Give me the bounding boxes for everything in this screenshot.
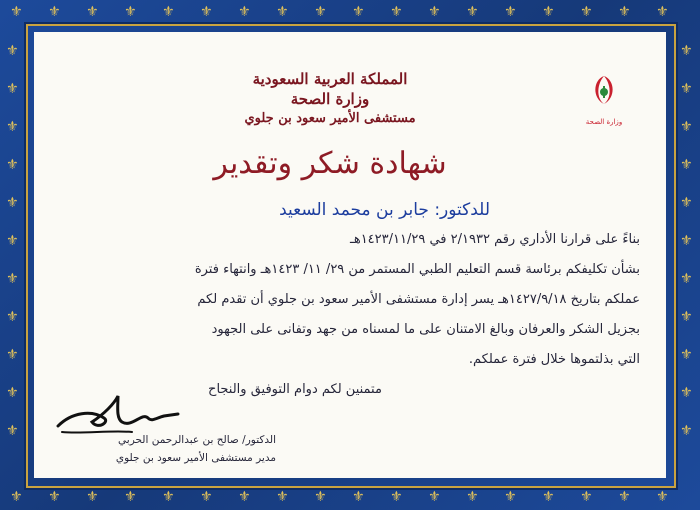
fleur-ornament-icon: ⚜ bbox=[314, 489, 327, 505]
fleur-ornament-icon: ⚜ bbox=[200, 489, 213, 505]
fleur-ornament-icon: ⚜ bbox=[48, 489, 61, 505]
fleur-ornament-icon: ⚜ bbox=[680, 423, 693, 439]
body-line-1: بناءً على قرارنا الأداري رقم ٢/١٩٣٢ في ١٤٢٣/١١/٢٩هـ bbox=[350, 232, 640, 247]
fleur-ornament-icon: ⚜ bbox=[580, 4, 593, 20]
ministry-logo bbox=[584, 70, 624, 140]
fleur-ornament-icon: ⚜ bbox=[542, 489, 555, 505]
fleur-ornament-icon: ⚜ bbox=[428, 489, 441, 505]
fleur-ornament-icon: ⚜ bbox=[48, 4, 61, 20]
fleur-ornament-icon: ⚜ bbox=[6, 119, 19, 135]
signatory-title: مدير مستشفى الأمير سعود بن جلوي bbox=[115, 452, 276, 464]
fleur-ornament-icon: ⚜ bbox=[680, 43, 693, 59]
body-line-5: التي بذلتموها خلال فترة عملكم. bbox=[468, 352, 640, 367]
fleur-ornament-icon: ⚜ bbox=[680, 233, 693, 249]
fleur-ornament-icon: ⚜ bbox=[504, 489, 517, 505]
fleur-ornament-icon: ⚜ bbox=[276, 4, 289, 20]
fleur-ornament-icon: ⚜ bbox=[6, 195, 19, 211]
fleur-ornament-icon: ⚜ bbox=[6, 423, 19, 439]
header-ministry: وزارة الصحة bbox=[290, 90, 370, 108]
fleur-ornament-icon: ⚜ bbox=[680, 347, 693, 363]
fleur-ornament-icon: ⚜ bbox=[656, 4, 669, 20]
fleur-ornament-icon: ⚜ bbox=[162, 4, 175, 20]
fleur-ornament-icon: ⚜ bbox=[6, 347, 19, 363]
fleur-ornament-icon: ⚜ bbox=[656, 489, 669, 505]
fleur-ornament-icon: ⚜ bbox=[680, 385, 693, 401]
fleur-ornament-icon: ⚜ bbox=[352, 489, 365, 505]
fleur-ornament-icon: ⚜ bbox=[390, 489, 403, 505]
fleur-ornament-icon: ⚜ bbox=[6, 271, 19, 287]
fleur-ornament-icon: ⚜ bbox=[352, 4, 365, 20]
fleur-ornament-icon: ⚜ bbox=[680, 195, 693, 211]
fleur-ornament-icon: ⚜ bbox=[86, 489, 99, 505]
fleur-ornament-icon: ⚜ bbox=[6, 43, 19, 59]
certificate-title: شهادة شكر وتقدير bbox=[213, 146, 447, 181]
fleur-ornament-icon: ⚜ bbox=[466, 4, 479, 20]
body-line-4: بجزيل الشكر والعرفان وبالغ الامتنان على ما لمسناه من جهد وتفانى على الجهود bbox=[211, 322, 640, 337]
fleur-ornament-icon: ⚜ bbox=[580, 489, 593, 505]
signature-mark bbox=[52, 392, 182, 440]
fleur-ornament-icon: ⚜ bbox=[124, 4, 137, 20]
body-line-3: عملكم بتاريخ ١٤٢٧/٩/١٨هـ يسر إدارة مستشفى الأمير سعود بن جلوي أن تقدم لكم bbox=[197, 292, 640, 307]
fleur-ornament-icon: ⚜ bbox=[6, 385, 19, 401]
fleur-ornament-icon: ⚜ bbox=[504, 4, 517, 20]
fleur-ornament-icon: ⚜ bbox=[10, 489, 23, 505]
fleur-ornament-icon: ⚜ bbox=[428, 4, 441, 20]
fleur-ornament-icon: ⚜ bbox=[314, 4, 327, 20]
header-hospital: مستشفى الأمير سعود بن جلوي bbox=[244, 111, 416, 126]
fleur-ornament-icon: ⚜ bbox=[200, 4, 213, 20]
fleur-ornament-icon: ⚜ bbox=[124, 489, 137, 505]
ministry-of-health-logo-icon bbox=[584, 70, 624, 116]
fleur-ornament-icon: ⚜ bbox=[466, 489, 479, 505]
fleur-ornament-icon: ⚜ bbox=[680, 157, 693, 173]
fleur-ornament-icon: ⚜ bbox=[680, 81, 693, 97]
fleur-ornament-icon: ⚜ bbox=[6, 309, 19, 325]
recipient-name: للدكتور: جابر بن محمد السعيد bbox=[279, 200, 490, 220]
signatory-name: الدكتور/ صالح بن عبدالرحمن الحربي bbox=[118, 434, 276, 446]
fleur-ornament-icon: ⚜ bbox=[10, 4, 23, 20]
body-line-2: بشأن تكليفكم برئاسة قسم التعليم الطبي المستمر من ٢٩/ ١١/ ١٤٢٣هـ وانتهاء فترة bbox=[194, 262, 640, 277]
fleur-ornament-icon: ⚜ bbox=[618, 489, 631, 505]
fleur-ornament-icon: ⚜ bbox=[238, 4, 251, 20]
fleur-ornament-icon: ⚜ bbox=[86, 4, 99, 20]
fleur-ornament-icon: ⚜ bbox=[680, 119, 693, 135]
fleur-ornament-icon: ⚜ bbox=[162, 489, 175, 505]
fleur-ornament-icon: ⚜ bbox=[6, 157, 19, 173]
fleur-ornament-icon: ⚜ bbox=[238, 489, 251, 505]
fleur-ornament-icon: ⚜ bbox=[390, 4, 403, 20]
closing-line: متمنين لكم دوام التوفيق والنجاح bbox=[208, 382, 382, 397]
fleur-ornament-icon: ⚜ bbox=[618, 4, 631, 20]
fleur-ornament-icon: ⚜ bbox=[6, 81, 19, 97]
header-kingdom: المملكة العربية السعودية bbox=[252, 70, 408, 88]
fleur-ornament-icon: ⚜ bbox=[6, 233, 19, 249]
logo-label: وزارة الصحة bbox=[585, 118, 623, 126]
fleur-ornament-icon: ⚜ bbox=[680, 309, 693, 325]
fleur-ornament-icon: ⚜ bbox=[276, 489, 289, 505]
fleur-ornament-icon: ⚜ bbox=[680, 271, 693, 287]
fleur-ornament-icon: ⚜ bbox=[542, 4, 555, 20]
